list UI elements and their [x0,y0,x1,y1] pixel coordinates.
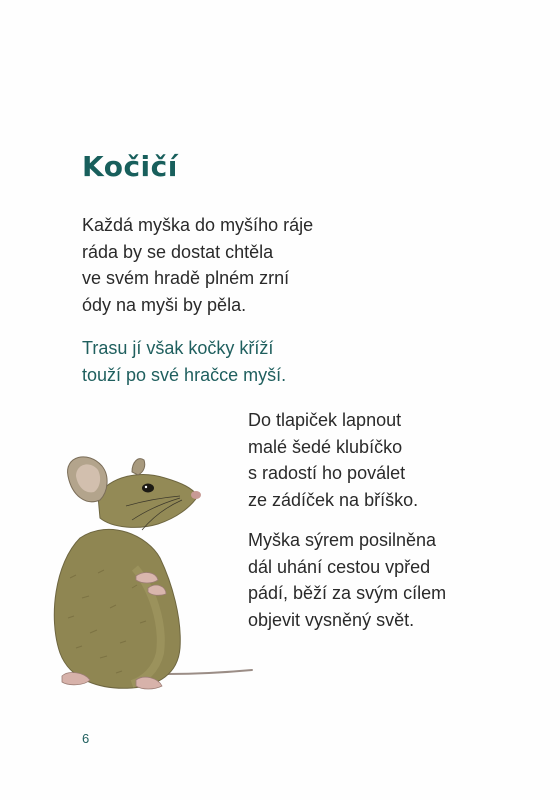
poem-line: pádí, běží za svým cílem [248,583,447,603]
poem-line: objevit vysněný svět. [248,609,415,630]
poem-line: ódy na myši by pěla. [82,294,247,315]
stanza-3 [248,407,418,513]
stanza-1 [82,212,313,318]
poem-line: ráda by se dostat chtěla [82,241,274,262]
poem-line: Myška sýrem posilněna [248,530,437,550]
poem-line: touží po své hračce myší. [82,364,287,385]
poem-line: malé šedé klubíčko [248,436,403,457]
mouse-illustration [40,448,255,703]
poem-line: dál uhání cestou vpřed [248,556,431,577]
poem-title: Kočičí [82,150,178,183]
stanza-4 [248,527,446,633]
poem-line: ze zádíček na bříško. [248,489,419,510]
stanza-2-highlighted [82,335,286,388]
poem-line: ve svém hradě plném zrní [82,268,290,288]
page-number: 6 [82,731,90,746]
poem-line: Do tlapiček lapnout [248,410,402,430]
poem-line: Trasu jí však kočky kříží [82,338,274,358]
poem-line: s radostí ho poválet [248,463,406,483]
poem-line: Každá myška do myšího ráje [82,215,314,235]
